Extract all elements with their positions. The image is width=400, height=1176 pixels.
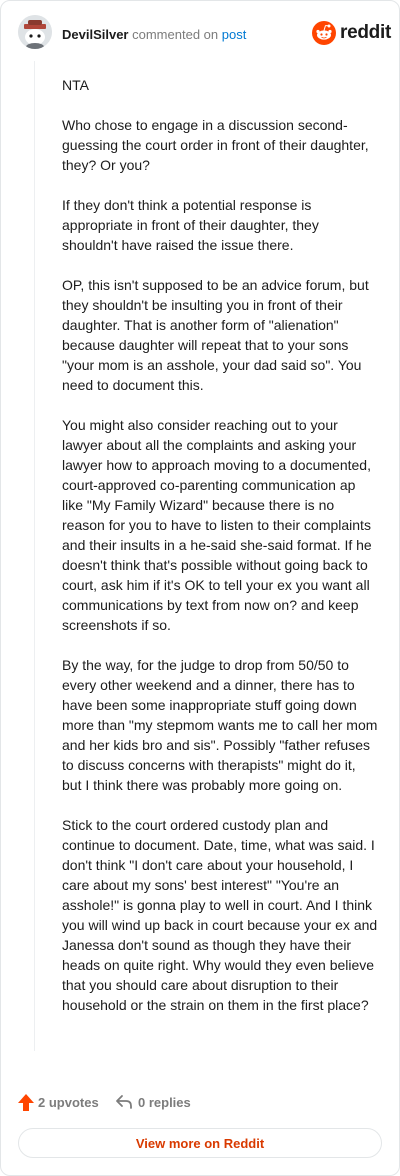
upvote-count: 2 upvotes xyxy=(38,1095,99,1110)
author-name[interactable]: DevilSilver xyxy=(62,27,129,42)
reply-arrow-icon xyxy=(115,1094,133,1110)
upvote-arrow-icon xyxy=(18,1094,34,1111)
replies-button[interactable] xyxy=(115,1094,191,1110)
comment-body xyxy=(62,75,378,1035)
comment-paragraph: OP, this isn't supposed to be an advice forum, but they shouldn't be insulting you in front of their daughter. That is another form of "alienation" because daughter will repeat that to your sons "your mom is an asshole, your dad said so". You need to document this. xyxy=(62,277,369,393)
comment-paragraph: Stick to the court ordered custody plan and continue to document. Date, time, what was said. I don't think "I don't care about your household, I care about my sons' best interest" "You're an asshole!" is gonna play to well in court. And I think you will wind up back in court because your ex and Janessa don't sound as though they have their heads on quite right. Why would they even believe that you should care about disruption to their household or the strain on them in the first place? xyxy=(62,817,378,1013)
upvote-button[interactable] xyxy=(18,1094,99,1111)
reply-count: 0 replies xyxy=(138,1094,191,1110)
reddit-logo[interactable] xyxy=(312,21,391,45)
reddit-wordmark: reddit xyxy=(340,22,391,43)
comment-paragraph: NTA xyxy=(62,77,89,93)
reddit-snoo-icon xyxy=(312,21,336,45)
view-more-button[interactable]: View more on Reddit xyxy=(18,1128,382,1158)
comment-footer xyxy=(18,1094,378,1114)
action-text: commented on xyxy=(132,27,219,42)
comment-paragraph: You might also consider reaching out to your lawyer about all the complaints and asking your lawyer how to approach moving to a documented, court-approved co-parenting communication ap like "My Family Wizard" because there is no reason for you to have to listen to their complaints and their insults in a he-said she-said format. If he doesn't think that's possible without going back to court, ask him if it's OK to tell your ex you want all communications by text from now on? and keep screenshots if so. xyxy=(62,417,372,633)
comment-header xyxy=(1,1,399,65)
comment-meta xyxy=(62,27,246,42)
comment-paragraph: If they don't think a potential response is appropriate in front of their daughter, they shouldn't have raised the issue there. xyxy=(62,197,319,253)
comment-paragraph: By the way, for the judge to drop from 50/50 to every other weekend and a dinner, there has to have been some inappropriate stuff going down more than "my stepmom wants me to call her mom and her kids bro and sis". Possibly "father refuses to discuss concerns with therapists" might do it, but I think there was probably more going on. xyxy=(62,657,378,793)
comment-paragraph: Who chose to engage in a discussion second-guessing the court order in front of their daughter, they? Or you? xyxy=(62,117,369,173)
post-link[interactable]: post xyxy=(221,27,247,42)
snoo-avatar-icon xyxy=(18,15,52,49)
avatar[interactable] xyxy=(18,15,52,49)
thread-line[interactable] xyxy=(34,61,35,1051)
